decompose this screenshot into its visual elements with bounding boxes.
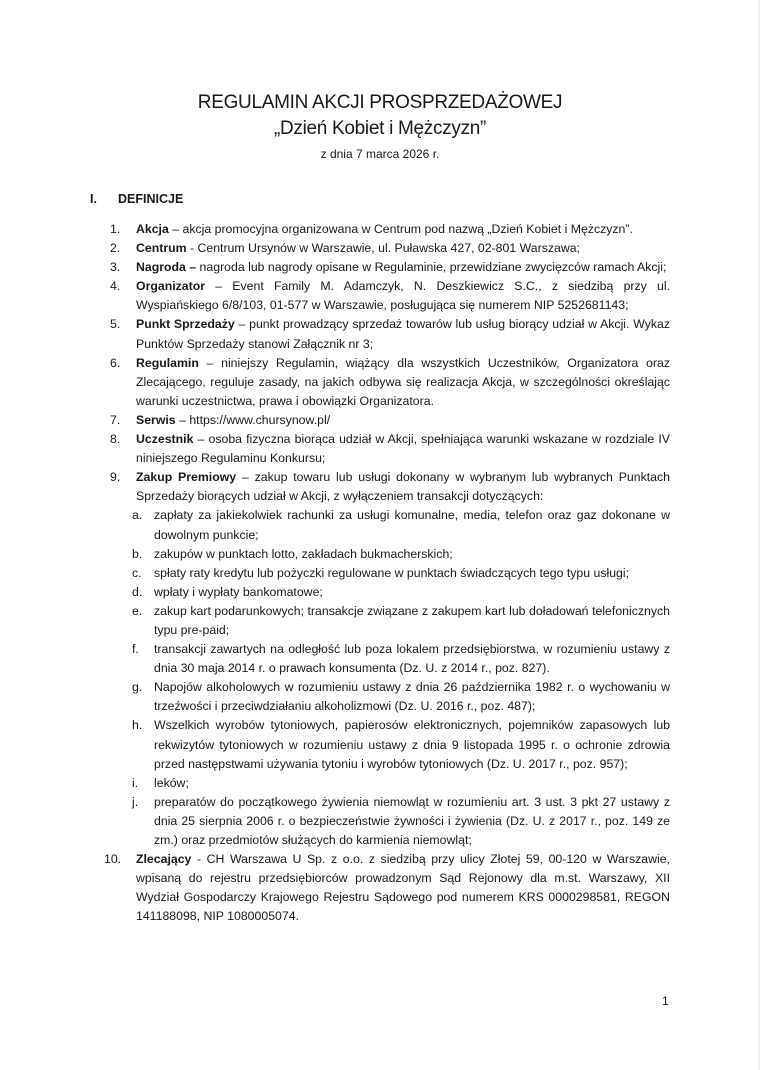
definition-term: Akcja <box>136 222 169 236</box>
exclusion-item: a. zapłaty za jakiekolwiek rachunki za usługi komunalne, media, telefon oraz gaz dokonane w dowolnym punkcie; <box>132 508 670 542</box>
definition-item: 5. Punkt Sprzedaży – punkt prowadzący sprzedaż towarów lub usług biorący udział w Akcji. Wykaz Punktów Sprzedaży stanowi Załącznik nr 3; <box>110 317 670 351</box>
exclusion-item: g. Napojów alkoholowych w rozumieniu ustawy z dnia 26 października 1982 r. o wychowaniu w trzeźwości i przeciwdziałaniu alkoholizmowi (Dz. U. 2016 r., poz. 487); <box>132 680 670 714</box>
serwis-link[interactable]: – https://www.chursynow.pl/ <box>175 412 331 427</box>
definition-item: 4. Organizator – Event Family M. Adamczyk, N. Deszkiewicz S.C., z siedzibą przy ul. Wyspiańskiego 6/8/103, 01-577 w Warszawie, posługująca się numerem NIP 5252681143; <box>110 279 670 313</box>
definition-term: Serwis <box>136 412 176 427</box>
exclusion-item: d. wpłaty i wypłaty bankomatowe; <box>132 584 323 599</box>
document-subtitle: „Dzień Kobiet i Mężczyzn” <box>273 118 487 139</box>
definitions-list <box>104 220 670 926</box>
document-date: z dnia 7 marca 2026 r. <box>320 147 440 161</box>
exclusion-item: h. Wszelkich wyrobów tytoniowych, papierosów elektronicznych, pojemników zapasowych lub rekwizytów tytoniowych w rozumieniu ustawy z dnia 9 listopada 1995 r. o ochronie zdrowia przed następstwami używania tytoniu i wyrobów tytoniowych (Dz. U. 2017 r., poz. 957); <box>132 718 670 771</box>
exclusion-item: b. zakupów w punktach lotto, zakładach bukmacherskich; <box>132 546 453 561</box>
definition-term: Zlecający <box>136 852 192 867</box>
definition-item: 6. Regulamin – niniejszy Regulamin, wiążący dla wszystkich Uczestników, Organizatora oraz Zlecającego, reguluje zasady, na jakich odbywa się realizacja Akcja, w szczególności określając warunki uczestnictwa, prawa i obowiązki Organizatora. <box>110 355 670 408</box>
definition-term: Zakup Premiowy <box>136 470 237 485</box>
section-title: DEFINICJE <box>118 192 184 206</box>
definition-item: 10. Zlecający - CH Warszawa U Sp. z o.o. z siedzibą przy ulicy Złotej 59, 00-120 w Warszawie, wpisaną do rejestru przedsiębiorców prowadzonym Sąd Rejonowy dla m.st. Warszawy, XII Wydział Gospodarczy Krajowego Rejestru Sądowego pod numerem KRS 0000298581, REGON 141188098, NIP 1080005074. <box>104 852 670 924</box>
definition-term: Organizator <box>136 279 206 294</box>
exclusion-item: i. leków; <box>132 775 189 790</box>
definition-term: Punkt Sprzedaży <box>136 317 235 332</box>
definition-item: 2. Centrum - Centrum Ursynów w Warszawie, ul. Puławska 427, 02-801 Warszawa; <box>110 241 580 256</box>
definition-term: Nagroda – <box>136 260 197 275</box>
definition-item: 9. Zakup Premiowy – zakup towaru lub usługi dokonany w wybranym lub wybranych Punktach Sprzedaży biorących udział w Akcji, z wyłączeniem transakcji dotyczących: <box>110 470 670 504</box>
definition-item: 1. Akcja – akcja promocyjna organizowana w Centrum pod nazwą „Dzień Kobiet i Mężczyzn”. <box>110 222 633 236</box>
exclusion-item: j. preparatów do początkowego żywienia niemowląt w rozumieniu art. 3 ust. 3 pkt 27 ustawy z dnia 25 sierpnia 2006 r. o bezpieczeństwie żywności i żywienia (Dz. U. z 2017 r., poz. 149 ze zm.) oraz przedmiotów służących do karmienia niemowląt; <box>132 794 670 847</box>
page-number: 1 <box>662 994 669 1008</box>
definition-term: Centrum <box>136 241 187 256</box>
exclusion-item: c. spłaty raty kredytu lub pożyczki regulowane w punktach świadczących tego typu usługi; <box>132 565 630 580</box>
exclusion-item: e. zakup kart podarunkowych; transakcje związane z zakupem kart lub doładowań telefonicznych typu pre-paid; <box>132 603 670 637</box>
definition-item: 8. Uczestnik – osoba fizyczna biorąca udział w Akcji, spełniająca warunki wskazane w rozdziale IV niniejszego Regulaminu Konkursu; <box>110 432 670 466</box>
definition-item: 7. Serwis – https://www.chursynow.pl/ <box>110 412 331 427</box>
definition-term: Regulamin <box>136 355 199 370</box>
definition-item: 3. Nagroda – nagroda lub nagrody opisane w Regulaminie, przewidziane zwycięzców ramach Akcji; <box>110 260 667 275</box>
definition-term: Uczestnik <box>136 432 194 447</box>
document-title: REGULAMIN AKCJI PROSPRZEDAŻOWEJ <box>197 92 563 113</box>
exclusion-item: f. transakcji zawartych na odległość lub poza lokalem przedsiębiorstwa, w rozumieniu ustawy z dnia 30 maja 2014 r. o prawach konsumenta (Dz. U. z 2014 r., poz. 827). <box>132 642 670 676</box>
section-number: I. <box>90 192 97 206</box>
